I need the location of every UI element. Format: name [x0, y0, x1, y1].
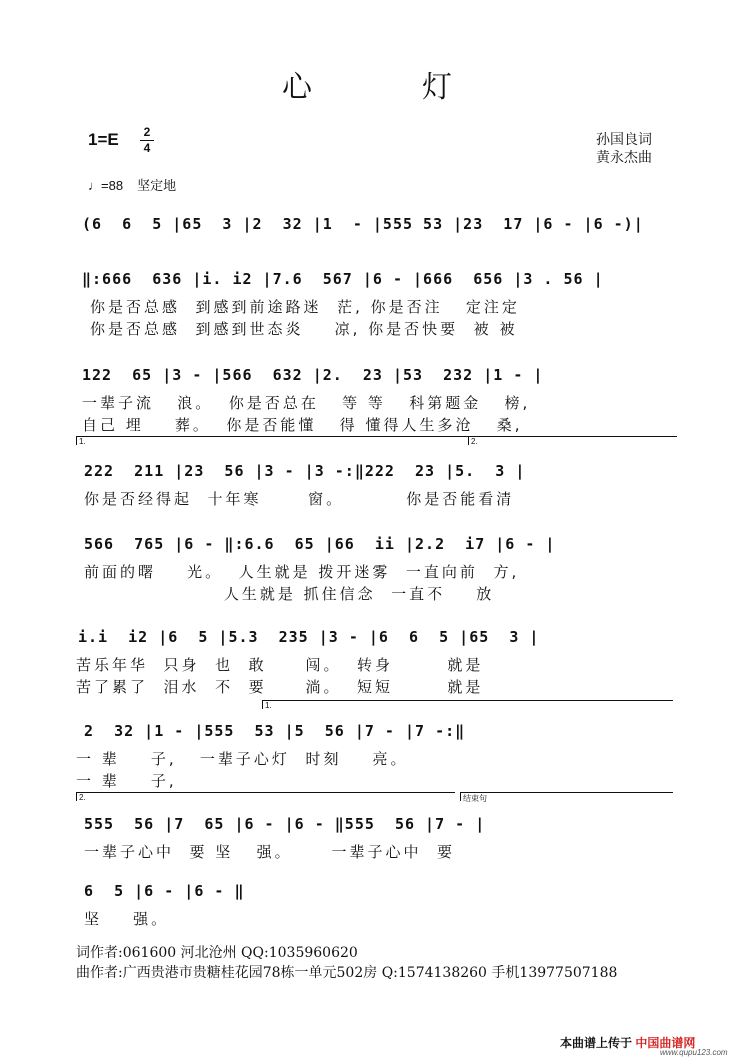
song-title: 心灯 — [282, 70, 562, 105]
lyric-line-1: 苦乐年华 只身 也 敢 闯。 转身 就是 — [76, 656, 484, 674]
notation-line: 222 211 |23 56 |3 - |3 -:‖222 23 |5. 3 | — [84, 462, 526, 480]
lyric-line-1: 你是否总感 到感到前途路迷 茫, 你是否注 定注定 — [90, 298, 520, 316]
lyric-line-1: 你是否经得起 十年寒 窗。 你是否能看清 — [84, 490, 515, 508]
lyric-line-2: 人生就是 抓住信念 一直不 放 — [84, 585, 495, 603]
tempo-marking — [88, 175, 176, 194]
second-ending-bracket-2: 2. — [76, 792, 455, 801]
key-signature: 1=E — [88, 130, 119, 149]
composer-credit: 黄永杰曲 — [596, 150, 652, 166]
time-signature — [140, 126, 154, 155]
second-ending-bracket: 2. — [468, 436, 677, 445]
time-signature-bottom: 4 — [143, 141, 151, 155]
site-domain[interactable]: www.qupu123.com — [660, 1048, 728, 1057]
lyric-line-2: 一 辈 子, — [76, 772, 177, 790]
time-signature-top: 2 — [143, 125, 151, 139]
first-ending-bracket: 1. — [76, 436, 469, 445]
lyric-line-1: 一 辈 子, 一辈子心灯 时刻 亮。 — [76, 750, 409, 768]
lyric-line-2: 苦了累了 泪水 不 要 淌。 短短 就是 — [76, 678, 484, 696]
notation-line: 566 765 |6 - ‖:6.6 65 |66 ii |2.2 i7 |6 - | — [84, 535, 556, 553]
lyric-line-1: 一辈子心中 要 坚 强。 一辈子心中 要 — [84, 843, 455, 861]
lyricist-credit: 孙国良词 — [596, 132, 652, 148]
notation-line: 122 65 |3 - |566 632 |2. 23 |53 232 |1 - | — [82, 366, 544, 384]
lyric-line-1: 坚 强。 — [84, 910, 170, 928]
lyric-line-2: 自己 埋 葬。 你是否能懂 得 懂得人生多沧 桑, — [82, 416, 523, 434]
notation-line: ‖:666 636 |i. i2 |7.6 567 |6 - |666 656 |3 . 56 | — [82, 270, 604, 288]
upload-text: 本曲谱上传于 — [560, 1036, 633, 1050]
lyric-line-1: 前面的曙 光。 人生就是 拨开迷雾 一直向前 方, — [84, 563, 520, 581]
lyric-line-1: 一辈子流 浪。 你是否总在 等 等 科第题金 榜, — [82, 394, 531, 412]
tempo-value: ♩=88 — [88, 178, 124, 193]
notation-line: i.i i2 |6 5 |5.3 235 |3 - |6 6 5 |65 3 | — [78, 628, 540, 646]
expression-marking: 坚定地 — [137, 178, 177, 193]
notation-line: 555 56 |7 65 |6 - |6 - ‖555 56 |7 - | — [84, 815, 486, 833]
notation-line: 2 32 |1 - |555 53 |5 56 |7 - |7 -:‖ — [84, 722, 466, 740]
notation-line: 6 5 |6 - |6 - ‖ — [84, 882, 245, 900]
notation-line: (6 6 5 |65 3 |2 32 |1 - |555 53 |23 17 |6 - |6 -)| — [82, 215, 644, 233]
site-name: 中国曲谱网 — [635, 1036, 696, 1050]
composer-contact: 曲作者:广西贵港市贵糖桂花园78栋一单元502房 Q:1574138260 手机13977507188 — [76, 965, 618, 981]
coda-bracket: 结束句 — [460, 792, 673, 801]
first-ending-bracket-2: 1. — [262, 700, 673, 709]
lyricist-contact: 词作者:061600 河北沧州 QQ:1035960620 — [76, 945, 358, 961]
lyric-line-2: 你是否总感 到感到世态炎 凉, 你是否快要 被 被 — [90, 320, 518, 338]
